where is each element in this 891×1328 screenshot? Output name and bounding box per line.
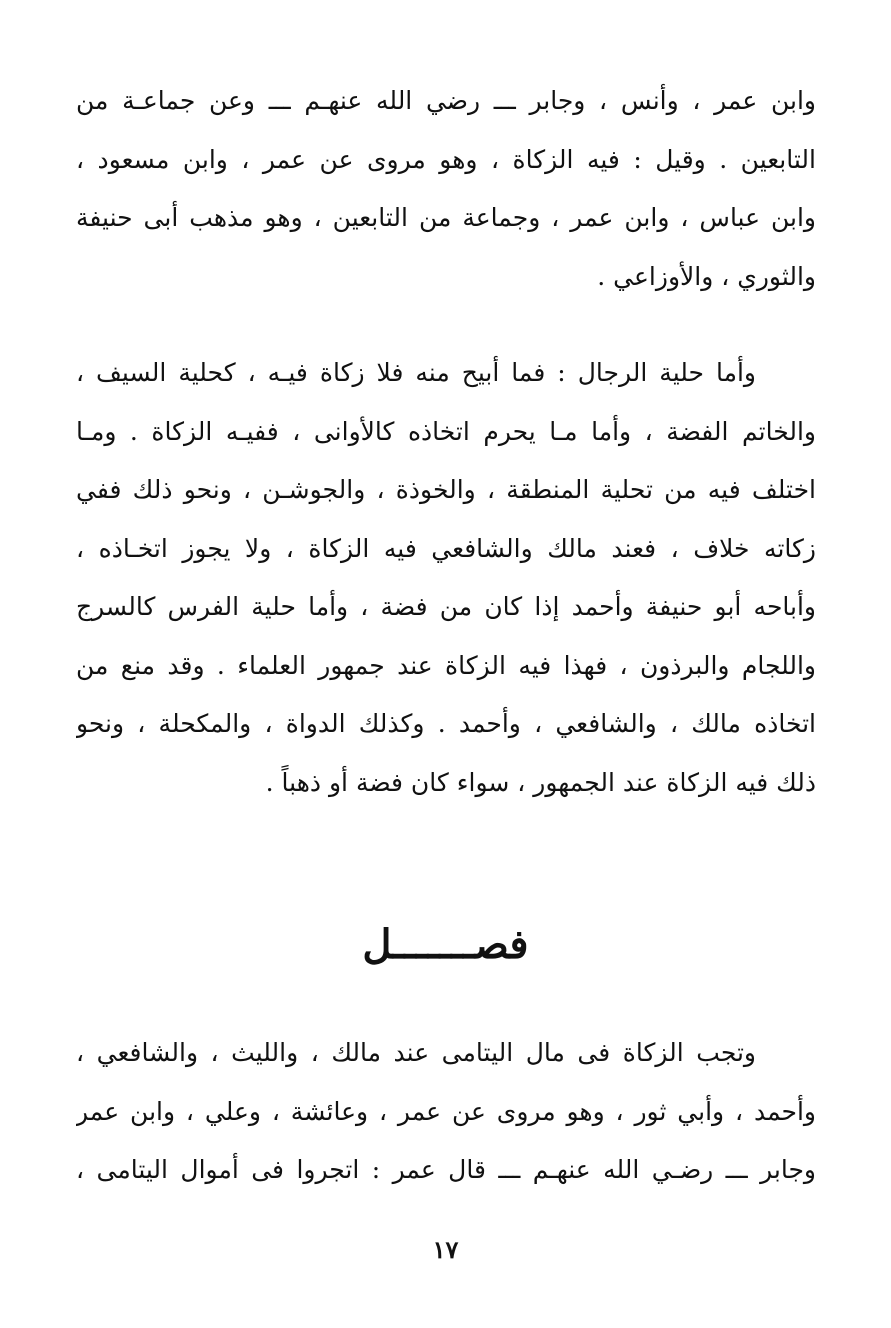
text-line: وتجب الزكاة فى مال اليتامى عند مالك ، والليث ، والشافعي ، [76,1038,756,1067]
text-line: وأحمد ، وأبي ثور ، وهو مروى عن عمر ، وعائشة ، وعلي ، وابن عمر [76,1096,816,1126]
text-line: زكاته خلاف ، فعند مالك والشافعي فيه الزكاة ، ولا يجوز اتخـاذه ، [76,533,816,563]
text-line: التابعين . وقيل : فيه الزكاة ، وهو مروى عن عمر ، وابن مسعود ، [76,144,816,174]
text-line: وجابر ـــ رضـي الله عنهـم ـــ قال عمر : اتجروا فى أموال اليتامى ، [76,1155,816,1184]
text-line: وأباحه أبو حنيفة وأحمد إذا كان من فضة ، وأما حلية الفرس كالسرج [76,592,816,621]
text-line: ذلك فيه الزكاة عند الجمهور ، سواء كان فضة أو ذهباً . [265,767,816,797]
text-line: وابن عباس ، وابن عمر ، وجماعة من التابعين ، وهو مذهب أبى حنيفة [76,203,816,232]
paragraph-1 [76,72,816,306]
text-line: والثوري ، والأوزاعي . [597,261,816,291]
text-line: واللجام والبرذون ، فهذا فيه الزكاة عند جمهور العلماء . وقد منع من [76,650,816,680]
text-line: وابن عمر ، وأنس ، وجابر ـــ رضي الله عنهـم ـــ وعن جماعـة من [76,86,816,115]
text-line: وأما حلية الرجال : فما أبيح منه فلا زكاة فيـه ، كحلية السيف ، [76,358,756,387]
section-heading: فصـــــــل [362,921,529,968]
paragraph-2 [76,344,816,812]
page-number: ١٧ [432,1235,459,1264]
text-line: اختلف فيه من تحلية المنطقة ، والخوذة ، والجوشـن ، ونحو ذلك ففي [76,475,816,504]
paragraph-3 [76,1024,816,1200]
text-line: والخاتم الفضة ، وأما مـا يحرم اتخاذه كالأوانى ، ففيـه الزكاة . ومـا [76,416,816,446]
text-line: اتخاذه مالك ، والشافعي ، وأحمد . وكذلك الدواة ، والمكحلة ، ونحو [76,709,816,738]
